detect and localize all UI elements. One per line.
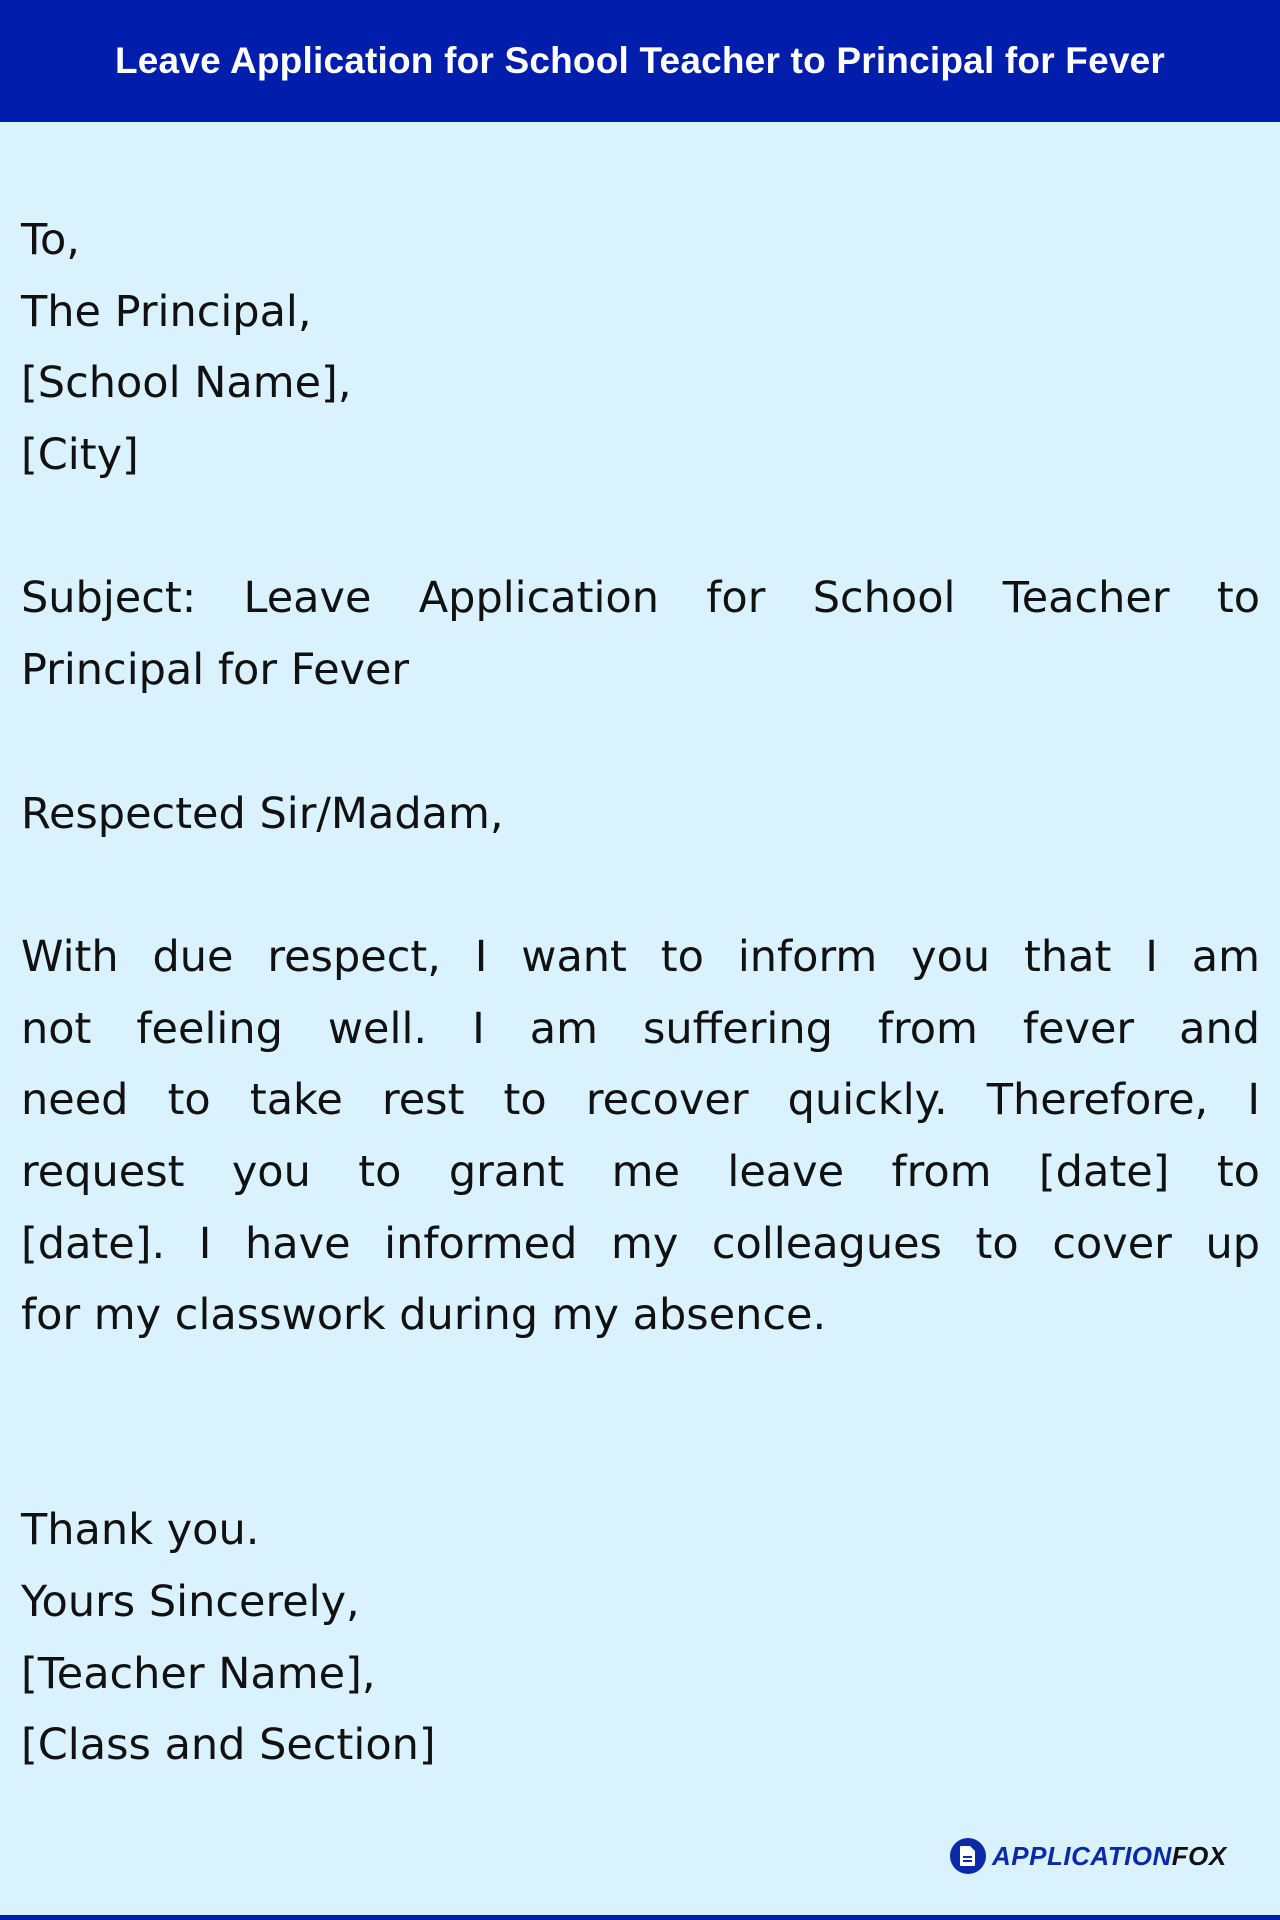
address-line: [School Name],: [21, 358, 352, 409]
closing-line: Thank you.: [21, 1505, 260, 1556]
body-line: not feeling well. I am suffering from fever and: [21, 1003, 1260, 1054]
closing-line: [Class and Section]: [21, 1720, 436, 1771]
applicationfox-logo: [950, 1838, 1227, 1874]
letter-body: [21, 205, 1260, 1782]
subject-line: Subject: Leave Application for School Teacher to: [21, 573, 1260, 624]
address-line: The Principal,: [21, 286, 312, 337]
body-line: request you to grant me leave from [date] to: [21, 1146, 1260, 1197]
page-title: Leave Application for School Teacher to Principal for Fever: [114, 40, 1166, 81]
title-banner: [0, 0, 1280, 122]
address-line: To,: [21, 215, 80, 265]
body-line: need to take rest to recover quickly. Therefore, I: [21, 1075, 1260, 1126]
address-line: [City]: [21, 430, 139, 481]
closing-line: Yours Sincerely,: [21, 1577, 360, 1628]
salutation: Respected Sir/Madam,: [21, 788, 504, 839]
document-icon: [950, 1838, 986, 1874]
body-line: for my classwork during my absence.: [21, 1290, 827, 1341]
body-line: With due respect, I want to inform you that I am: [21, 931, 1260, 982]
closing-line: [Teacher Name],: [21, 1648, 376, 1699]
logo-text-application: APPLICATION: [992, 1840, 1172, 1871]
subject-line: Principal for Fever: [21, 645, 410, 696]
bottom-bar: [0, 1915, 1280, 1920]
logo-text-fox: FOX: [1171, 1840, 1227, 1871]
body-line: [date]. I have informed my colleagues to cover up: [21, 1218, 1260, 1269]
